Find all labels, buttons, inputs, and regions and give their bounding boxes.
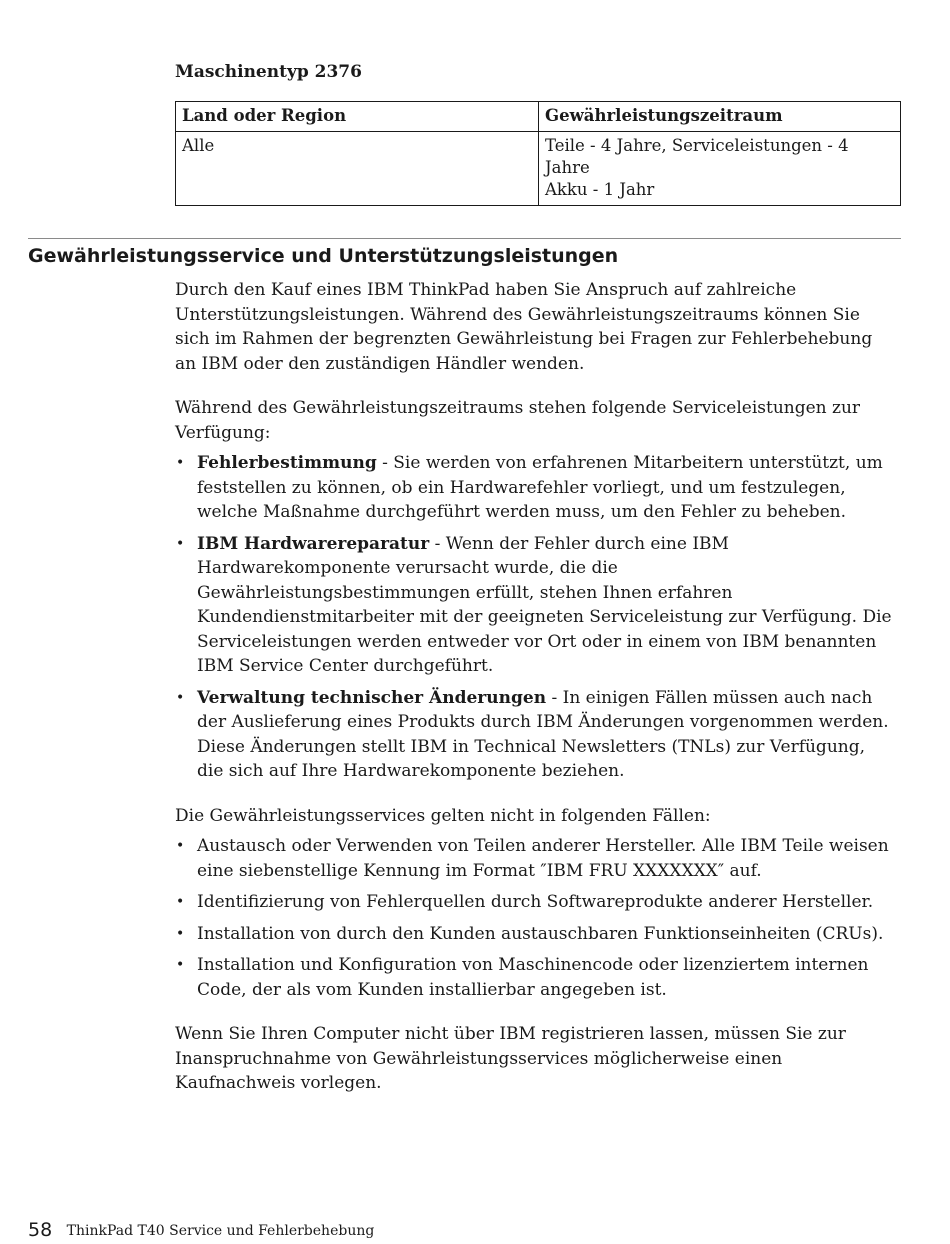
list-item <box>175 890 895 915</box>
services-list <box>175 451 895 784</box>
document-title: ThinkPad T40 Service und Fehlerbehebung <box>66 1223 375 1239</box>
table-cell-region: Alle <box>176 132 539 206</box>
column-header-region: Land oder Region <box>176 102 539 132</box>
list-item <box>175 532 895 679</box>
section-body <box>175 278 895 1116</box>
exclusion-text: Installation von durch den Kunden austauschbaren Funktionseinheiten (CRUs). <box>197 923 884 944</box>
warranty-table <box>175 101 901 206</box>
warranty-period-line: Akku - 1 Jahr <box>545 180 655 199</box>
page-footer <box>28 1218 374 1243</box>
service-term: Fehlerbestimmung <box>197 453 377 473</box>
list-item <box>175 922 895 947</box>
bullet-icon: • <box>176 894 185 910</box>
service-term: Verwaltung technischer Änderungen <box>197 687 547 708</box>
warranty-period-line: Teile - 4 Jahre, Serviceleistungen - 4 Jahre <box>545 136 849 177</box>
bullet-icon: • <box>176 838 185 854</box>
service-description: - In einigen Fällen müssen auch nach der Auslieferung eines Produkts durch IBM Änderungen vorgenommen werden. Diese Änderungen stellt IBM in Technical Newsletters (TNLs) zur Verfügung, die sich auf Ihre Hardwarekomponente beziehen. <box>197 687 889 781</box>
table-header-row <box>176 102 901 132</box>
page-number: 58 <box>28 1219 53 1241</box>
bullet-icon: • <box>176 957 185 973</box>
list-item <box>175 451 895 525</box>
list-item <box>175 686 895 784</box>
machine-type-heading: Maschinentyp 2376 <box>175 62 362 82</box>
column-header-warranty-period: Gewährleistungszeitraum <box>539 102 901 132</box>
bullet-icon: • <box>176 455 185 471</box>
exclusions-intro-paragraph: Die Gewährleistungsservices gelten nicht in folgenden Fällen: <box>175 805 711 826</box>
services-intro-paragraph: Während des Gewährleistungszeitraums stehen folgende Serviceleistungen zur Verfügung: <box>175 398 861 443</box>
section-divider <box>28 238 901 239</box>
service-description: - Sie werden von erfahrenen Mitarbeitern unterstützt, um feststellen zu können, ob ein Hardwarefehler vorliegt, und um festzulegen, welche Maßnahme durchgeführt werden muss, um den Fehler zu beheben. <box>197 453 883 522</box>
closing-paragraph: Wenn Sie Ihren Computer nicht über IBM registrieren lassen, müssen Sie zur Inanspruchnahme von Gewährleistungsservices möglicherweise einen Kaufnachweis vorlegen. <box>175 1024 846 1093</box>
table-cell-warranty-period <box>539 132 901 206</box>
bullet-icon: • <box>176 689 185 706</box>
exclusion-text: Identifizierung von Fehlerquellen durch Softwareprodukte anderer Hersteller. <box>197 892 874 912</box>
list-item <box>175 953 895 1002</box>
bullet-icon: • <box>176 925 185 942</box>
service-term: IBM Hardwarereparatur <box>197 533 430 554</box>
exclusions-list <box>175 834 895 1002</box>
bullet-icon: • <box>176 535 185 552</box>
table-row <box>176 132 901 206</box>
exclusion-text: Austausch oder Verwenden von Teilen anderer Hersteller. Alle IBM Teile weisen eine siebenstellige Kennung im Format ″IBM FRU XXXXXXX″ auf. <box>197 836 889 881</box>
section-heading: Gewährleistungsservice und Unterstützungsleistungen <box>28 245 619 267</box>
list-item <box>175 834 895 883</box>
exclusion-text: Installation und Konfiguration von Maschinencode oder lizenziertem internen Code, der als vom Kunden installierbar angegeben ist. <box>197 955 869 1000</box>
service-description: - Wenn der Fehler durch eine IBM Hardwarekomponente verursacht wurde, die die Gewährleistungsbestimmungen erfüllt, stehen Ihnen erfahren Kundendienstmitarbeiter mit der geeigneten Serviceleistung zur Verfügung. Die Serviceleistungen werden entweder vor Ort oder in einem von IBM benannten IBM Service Center durchgeführt. <box>197 533 892 676</box>
intro-paragraph: Durch den Kauf eines IBM ThinkPad haben Sie Anspruch auf zahlreiche Unterstützungsleistungen. Während des Gewährleistungszeitraums können Sie sich im Rahmen der begrenzten Gewährleistung bei Fragen zur Fehlerbehebung an IBM oder den zuständigen Händler wenden. <box>175 280 873 374</box>
